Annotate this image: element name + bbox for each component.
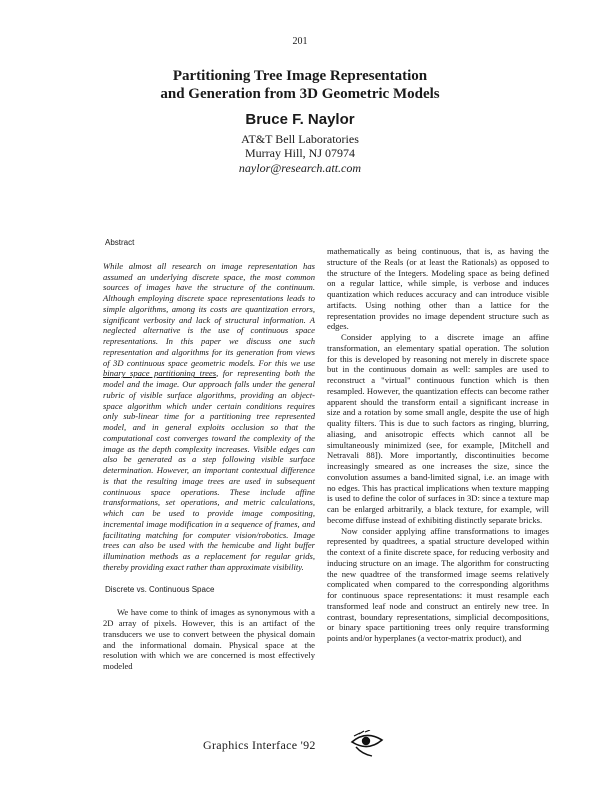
author-email[interactable]: naylor@research.att.com xyxy=(238,161,362,175)
abstract-underlined-term: binary space partitioning trees xyxy=(103,368,217,379)
left-column xyxy=(103,238,315,672)
section-paragraph-1: We have come to think of images as synonymous with a 2D array of pixels. However, this is an artifact of the transducers we use to convert between the physical domain and the informational domain. Physical space at the resolution with which we are concerned is most effectively modeled xyxy=(103,607,315,671)
author-name: Bruce F. Naylor xyxy=(245,111,355,128)
paper-title xyxy=(0,67,600,103)
author-affiliation: AT&T Bell Laboratories xyxy=(241,132,359,146)
eye-logo-icon xyxy=(350,730,384,758)
right-paragraph-2: Consider applying to a discrete image an affine transformation, an elementary spatial operation. The solution for this is developed by reasoning not merely in discrete space but in the continuous domain as well: samples are used to reconstruct a "virtual" continuous function which is then resampled. However, the quantization effects can become rather apparent should the transform entail a significant increase in size and a rotation by some small angle, despite the use of high quality filters. This is due to such factors as ringing, blurring, aliasing, and anisotropic effects which cannot all be simultaneously minimized (see, for example, [Mitchell and Netravali 88]). More importantly, discontinuities become increasingly smeared as one increases the size, since the convolution assumes a band-limited signal, i.e. an image with no edges. This has practical implications when texture mapping is used to define the color of surfaces in 3D: since a texture map can be enlarged arbitrarily, a black texture, for example, will become diffuse instead of exhibiting distinctly separate bricks. xyxy=(327,332,549,525)
abstract-text xyxy=(103,261,315,573)
page-number: 201 xyxy=(292,36,308,47)
right-paragraph-3: Now consider applying affine transformations to images represented by quadtrees, a spatial structure developed within the context of a finite discrete space, for reducing verbosity and inducing structure on an image. The algorithm for constructing the new quadtree of the transformed image seems relatively complicated when compared to the corresponding algorithms for continuous space representations: it must resample each transformed leaf node and construct an entirely new tree. In contrast, boundary representations, simplicial decompositions, or binary space partitioning trees only require transforming points and/or hyperplanes (a vector-matrix product), and xyxy=(327,525,549,643)
footer-text: Graphics Interface '92 xyxy=(203,738,316,752)
abstract-text-part-1: While almost all research on image representation has assumed an underlying discrete space, the most common sources of images have the structure of the continuum. Although employing discrete space representations leads to simple algorithms, among its costs are quantization errors, significant verbosity and lack of structural information. A neglected alternative is the use of continuous space representations. In this paper we discuss one such representation and algorithms for its generation from views of 3D continuous space geometric models. For this we use xyxy=(103,260,315,368)
author-location: Murray Hill, NJ 07974 xyxy=(245,146,355,160)
title-line-1: Partitioning Tree Image Representation xyxy=(172,68,428,84)
abstract-text-part-2: , for representing both the model and the image. Our approach falls under the general rubric of visible surface algorithms, providing an object-space algorithm which under certain conditions requires only sub-linear time for a partitioning tree represented model, and in general exploits occlusion so that the computational cost converges toward the complexity of the image as the depth complexity increases. Visible edges can also be generated as a step following visible surface determination. However, an important contextual difference is that the resulting image trees are used in subsequent continuous space operations. These include affine transformations, set operations, and metric calculations, which can be used to provide image compositing, incremental image modification in a sequence of frames, and facilitating matching for computer vision/robotics. Image trees can also be used with the hemicube and light buffer illumination methods as a replacement for regular grids, thereby providing exact rather than approximate visibility. xyxy=(103,368,315,572)
right-paragraph-1: mathematically as being continuous, that is, as having the structure of the Reals (or at least the Rationals) as opposed to the structure of the Integers. Modeling space as being defined on a regular lattice, while simple, is verbose and induces quantization which reduces accuracy and can introduce visible artifacts. Using nothing other than a lattice for the representation provides no image dependent structure such as edges. xyxy=(327,246,549,332)
section-heading: Discrete vs. Continuous Space xyxy=(105,584,215,594)
title-line-2: and Generation from 3D Geometric Models xyxy=(160,86,440,102)
abstract-heading: Abstract xyxy=(105,238,135,247)
right-column xyxy=(327,246,549,644)
